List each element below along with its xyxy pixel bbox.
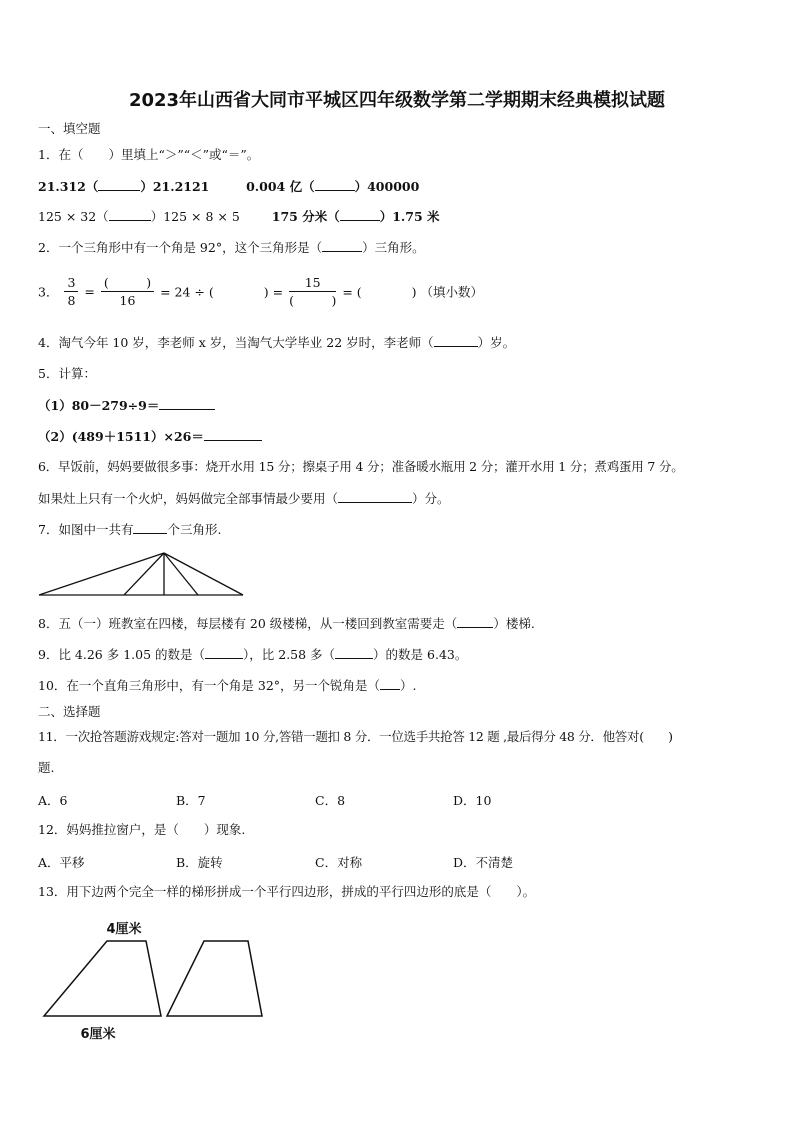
question-5-part-1: [38, 397, 215, 414]
answer-blank[interactable]: [338, 490, 412, 503]
q6-right: ）分。: [412, 491, 450, 506]
question-2: [38, 239, 425, 256]
inner-line-3: [164, 553, 198, 595]
question-11-line-1: 11．一次抢答题游戏规定:答对一题加 10 分,答错一题扣 8 分．一位选手共抢答 12 题 ,最后得分 48 分．他答对( ): [38, 729, 673, 744]
q6-left: 如果灶上只有一个火炉，妈妈做完全部事情最少要用（: [38, 491, 339, 506]
question-3: [38, 274, 483, 309]
section-heading-fill-in: 一、填空题: [38, 121, 101, 136]
top-length-label: 4厘米: [106, 922, 142, 937]
q3-note: （填小数）: [420, 284, 484, 300]
q7-right: 个三角形.: [167, 522, 222, 537]
fraction-blank-16[interactable]: [101, 274, 154, 309]
q7-left: 7．如图中一共有: [38, 522, 134, 537]
q5-p1: （1）80－279÷9＝: [38, 398, 160, 413]
question-1-row-1: [38, 178, 419, 195]
q8-right: ）楼梯.: [493, 616, 535, 631]
q4-right: ）岁。: [477, 335, 516, 350]
q10-left: 10．在一个直角三角形中，有一个角是 32°，另一个锐角是（: [38, 678, 381, 693]
question-11-line-2: 题.: [38, 760, 55, 775]
answer-blank[interactable]: [98, 178, 140, 191]
question-12-stem: 12．妈妈推拉窗户，是（ ）现象.: [38, 822, 246, 837]
q4-left: 4．淘气今年 10 岁，李老师 x 岁，当淘气大学毕业 22 岁时，李老师（: [38, 335, 434, 350]
answer-blank[interactable]: [335, 646, 373, 659]
q11-option-a[interactable]: A．6: [38, 793, 68, 808]
answer-blank[interactable]: [322, 239, 362, 252]
q1-row2b-left: 175 分米（: [271, 209, 340, 224]
q1-row1b-right: ）400000: [354, 179, 420, 194]
answer-blank[interactable]: [109, 208, 151, 221]
answer-blank[interactable]: [434, 334, 478, 347]
q11-option-c[interactable]: C．8: [315, 793, 346, 808]
answer-blank[interactable]: [205, 646, 243, 659]
question-7: [38, 521, 221, 538]
numerator: 15: [289, 274, 336, 292]
answer-blank[interactable]: [340, 208, 380, 221]
question-9: [38, 646, 467, 663]
q8-left: 8．五（一）班教室在四楼，每层楼有 20 级楼梯，从一楼回到教室需要走（: [38, 616, 458, 631]
trapezoid-2: [167, 941, 262, 1016]
q3-label: 3．: [38, 284, 59, 300]
q10-right: ）.: [400, 678, 417, 693]
fraction-3-8: [64, 274, 78, 309]
q1-row1b-left: 0.004 亿（: [246, 179, 315, 194]
question-4: [38, 334, 515, 351]
q1-row1a-left: 21.312（: [38, 179, 99, 194]
question-1-stem: 1．在（ ）里填上“＞”“＜”或“＝”。: [38, 147, 260, 162]
question-8: [38, 615, 535, 632]
denominator: 8: [67, 293, 76, 308]
question-6-line-2: [38, 490, 450, 507]
right-side: [164, 553, 243, 595]
page-title: 2023年山西省大同市平城区四年级数学第二学期期末经典模拟试题: [128, 90, 666, 111]
q3-middle[interactable]: = 24 ÷ ( ) =: [160, 284, 284, 300]
fraction-15-blank[interactable]: [289, 274, 336, 309]
answer-blank[interactable]: [380, 677, 400, 690]
denominator: ( ): [289, 293, 337, 308]
q12-option-b[interactable]: B．旋转: [176, 855, 223, 870]
q1-row1a-right: ）21.2121: [140, 179, 210, 194]
question-5-part-2: [38, 428, 262, 445]
answer-blank[interactable]: [457, 615, 493, 628]
q1-row2a-right: ）125 × 8 × 5: [150, 209, 240, 224]
q9-b: ），比 2.58 多（: [243, 647, 336, 662]
trapezoid-figure: [36, 916, 296, 1048]
numerator: ( ): [101, 274, 154, 292]
q12-option-c[interactable]: C．对称: [315, 855, 363, 870]
numerator: 3: [64, 274, 78, 292]
answer-blank[interactable]: [315, 178, 355, 191]
q9-c: ）的数是 6.43。: [373, 647, 468, 662]
q12-option-a[interactable]: A．平移: [38, 855, 85, 870]
q5-p2: （2）(489＋1511）×26＝: [38, 429, 204, 444]
left-side: [39, 553, 164, 595]
q12-option-d[interactable]: D．不清楚: [453, 855, 514, 870]
q11-option-d[interactable]: D．10: [453, 793, 492, 808]
answer-blank[interactable]: [133, 521, 167, 534]
question-5-stem: 5．计算：: [38, 366, 96, 381]
q2-right: ）三角形。: [362, 240, 425, 255]
equals-sign: =: [84, 284, 95, 299]
denominator: 16: [119, 293, 136, 308]
question-13-stem: 13．用下边两个完全一样的梯形拼成一个平行四边形，拼成的平行四边形的底是（ ）。: [38, 884, 536, 899]
q3-tail[interactable]: = ( ): [342, 284, 417, 300]
question-6-line-1: 6．早饭前，妈妈要做很多事：烧开水用 15 分；擦桌子用 4 分；准备暖水瓶用 2 分；灌开水用 1 分；煮鸡蛋用 7 分。: [38, 459, 684, 474]
q11-option-b[interactable]: B．7: [176, 793, 206, 808]
answer-blank[interactable]: [159, 397, 215, 410]
q9-a: 9．比 4.26 多 1.05 的数是（: [38, 647, 206, 662]
bottom-length-label: 6厘米: [80, 1027, 116, 1042]
answer-blank[interactable]: [204, 428, 262, 441]
section-heading-choice: 二、选择题: [38, 704, 101, 719]
question-10: [38, 677, 417, 694]
q1-row2b-right: ）1.75 米: [379, 209, 440, 224]
q2-left: 2．一个三角形中有一个角是 92°，这个三角形是（: [38, 240, 323, 255]
q1-row2a-left: 125 × 32（: [38, 209, 109, 224]
question-1-row-2: [38, 208, 440, 225]
triangle-figure: [36, 550, 248, 600]
trapezoid-1: [44, 941, 161, 1016]
